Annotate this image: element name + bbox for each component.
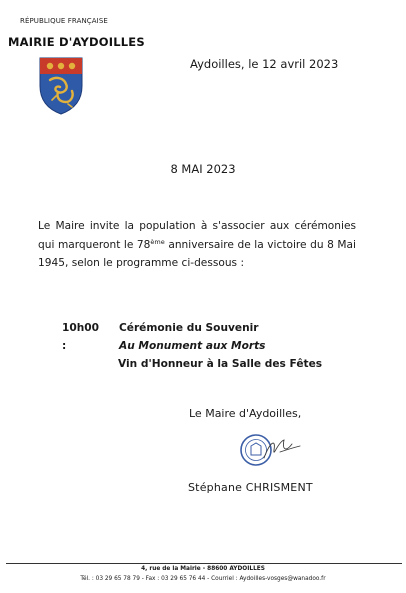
programme-line-1: Cérémonie du Souvenir: [119, 322, 259, 334]
signatory-title: Le Maire d'Aydoilles,: [189, 407, 302, 420]
programme-line-2: Au Monument aux Morts: [119, 340, 266, 352]
ordinal-superscript: ème: [150, 237, 165, 246]
footer-address: 4, rue de la Mairie - 88600 AYDOILLES: [141, 566, 265, 572]
paragraph-text-end: anniversaire de la victoire du 8 Mai 1945, selon le programme ci-dessous :: [38, 238, 356, 269]
mairie-title: MAIRIE D'AYDOILLES: [8, 35, 145, 49]
date-and-place: Aydoilles, le 12 avril 2023: [190, 57, 339, 71]
signatory-name: Stéphane CHRISMENT: [188, 481, 313, 494]
republique-francaise: RÉPUBLIQUE FRANÇAISE: [20, 17, 108, 25]
coat-of-arms-icon: [38, 56, 84, 116]
invitation-paragraph: [38, 217, 356, 273]
programme-time: 10h00 :: [62, 322, 100, 352]
paragraph-text-start: Le Maire invite la population à s'associer aux cérémonies qui marqueront le 78: [38, 220, 356, 251]
footer-divider: [6, 563, 402, 564]
document-title: 8 MAI 2023: [170, 162, 236, 176]
footer-contact: Tél. : 03 29 65 78 79 - Fax : 03 29 65 76 44 - Courriel : Aydoilles-vosges@wanadoo.fr: [80, 576, 326, 582]
programme-line-3: Vin d'Honneur à la Salle des Fêtes: [118, 358, 323, 370]
official-stamp-icon: [240, 432, 302, 468]
